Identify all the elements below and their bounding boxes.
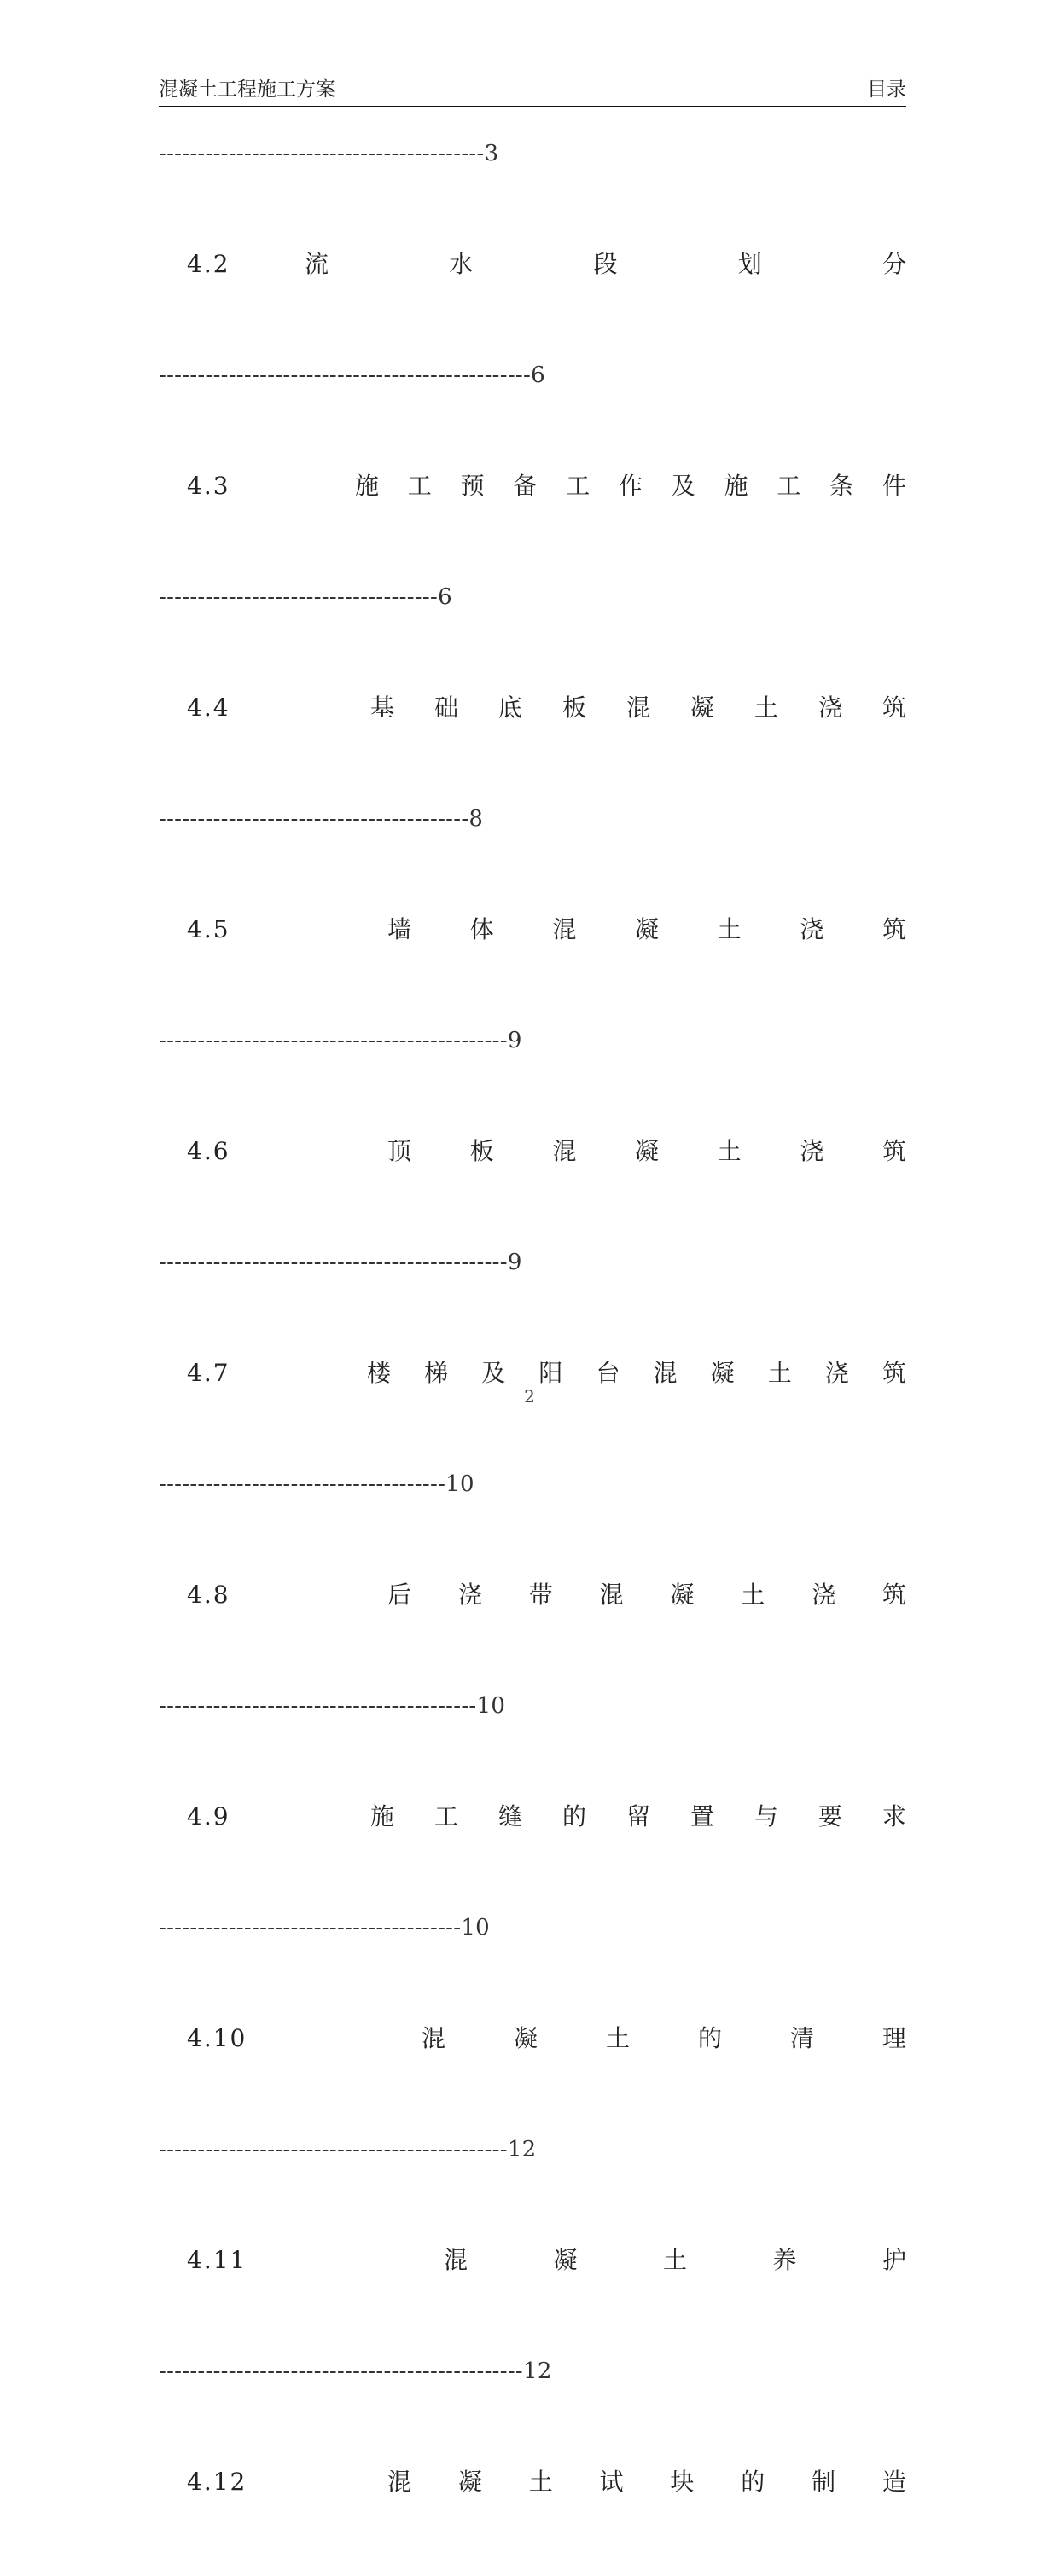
toc-title-char: 作: [618, 472, 643, 500]
toc-page-number: 9: [507, 1250, 522, 1275]
toc-title-char: 土: [662, 2246, 687, 2274]
toc-entry-number: 4.2: [187, 250, 230, 278]
toc-title-char: 筑: [882, 1359, 906, 1387]
page-number: 2: [524, 1386, 535, 1407]
toc-title-char: 施: [355, 472, 380, 500]
toc-title-char: 混: [387, 2468, 412, 2496]
toc-leader-dashes: ------------------------------------------: [159, 141, 485, 166]
toc-title-char: 工: [433, 1802, 458, 1830]
toc-page-number: 12: [523, 2358, 552, 2384]
toc-entry[interactable]: [159, 247, 906, 281]
toc-title-char: 凝: [710, 1359, 735, 1387]
toc-title-char: 混: [422, 2024, 446, 2052]
toc-title-char: 凝: [634, 1137, 659, 1165]
toc-title-char: 浇: [812, 1581, 836, 1609]
toc-title-char: 工: [566, 472, 591, 500]
toc-title-char: 划: [737, 250, 762, 278]
toc-title-char: 浇: [800, 1137, 824, 1165]
toc-entry[interactable]: [159, 469, 906, 503]
toc-title-char: 浇: [800, 915, 824, 943]
toc-title-char: 土: [717, 915, 742, 943]
toc-entry[interactable]: [159, 1578, 906, 1612]
toc-title-char: 后: [387, 1581, 412, 1609]
toc-title-char: 浇: [824, 1359, 849, 1387]
toc-entry-title: [367, 1356, 906, 1390]
toc-entry-number: 4.6: [187, 1137, 230, 1165]
toc-entry-title: [355, 469, 906, 503]
toc-leader-line: [159, 1024, 906, 1058]
toc-title-char: 理: [882, 2024, 906, 2052]
toc-title-char: 筑: [882, 915, 906, 943]
table-of-contents: [159, 136, 906, 2576]
toc-title-char: 凝: [634, 915, 659, 943]
toc-entry-title: [387, 1134, 906, 1169]
toc-title-char: 基: [370, 693, 395, 722]
toc-title-char: 工: [407, 472, 432, 500]
toc-title-char: 体: [469, 915, 494, 943]
toc-leader-line: [159, 1245, 906, 1279]
toc-title-char: 与: [754, 1802, 778, 1830]
toc-title-char: 凝: [670, 1581, 695, 1609]
toc-leader-dashes: ------------------------------------: [159, 584, 439, 610]
toc-title-char: 阳: [538, 1359, 563, 1387]
toc-leader-line: [159, 580, 906, 614]
toc-title-char: 求: [882, 1802, 906, 1830]
toc-title-char: 顶: [387, 1137, 412, 1165]
toc-title-char: 缝: [497, 1802, 522, 1830]
toc-title-char: 的: [562, 1802, 586, 1830]
toc-entry-number: 4.3: [187, 472, 230, 500]
toc-leader-dashes: ---------------------------------------------: [159, 1250, 508, 1275]
toc-leader-dashes: ------------------------------------------------: [159, 363, 532, 388]
toc-leader-line: [159, 1689, 906, 1723]
toc-title-char: 混: [552, 1137, 577, 1165]
toc-page-number: 12: [507, 2137, 537, 2162]
toc-title-char: 浇: [457, 1581, 482, 1609]
toc-entry-number: 4.5: [187, 915, 230, 943]
toc-entry-title: [387, 913, 906, 947]
toc-leader-dashes: -----------------------------------------: [159, 1693, 477, 1719]
toc-title-char: 板: [469, 1137, 494, 1165]
toc-entry-number: 4.8: [187, 1581, 230, 1609]
toc-entry-title: [305, 247, 906, 281]
toc-leader-dashes: ----------------------------------------: [159, 806, 469, 832]
toc-title-char: 施: [370, 1802, 395, 1830]
toc-entry[interactable]: [159, 913, 906, 947]
toc-entry[interactable]: [159, 1134, 906, 1169]
toc-title-char: 凝: [690, 693, 714, 722]
toc-leader-line: [159, 136, 906, 171]
toc-leader-line: [159, 1467, 906, 1501]
toc-title-char: 工: [777, 472, 801, 500]
toc-entry[interactable]: [159, 2243, 906, 2277]
toc-leader-dashes: ---------------------------------------------: [159, 2137, 508, 2162]
toc-entry-title: [387, 2465, 906, 2499]
toc-entry[interactable]: [159, 691, 906, 725]
toc-title-char: 混: [599, 1581, 624, 1609]
toc-entry-number: 4.12: [187, 2468, 247, 2496]
toc-page-number: 9: [507, 1028, 522, 1053]
toc-title-char: 造: [882, 2468, 906, 2496]
toc-title-char: 凝: [553, 2246, 578, 2274]
toc-leader-dashes: -----------------------------------------------: [159, 2358, 524, 2384]
toc-title-char: 要: [818, 1802, 842, 1830]
toc-leader-line: [159, 802, 906, 836]
toc-title-char: 土: [754, 693, 778, 722]
toc-title-char: 及: [481, 1359, 506, 1387]
document-title: 混凝土工程施工方案: [159, 78, 335, 101]
toc-page-number: 6: [438, 584, 452, 610]
toc-title-char: 预: [460, 472, 485, 500]
toc-entry-number: 4.10: [187, 2024, 247, 2052]
toc-page-number: 3: [484, 141, 499, 166]
toc-title-char: 制: [812, 2468, 836, 2496]
toc-entry[interactable]: [159, 1356, 906, 1390]
toc-entry-number: 4.9: [187, 1802, 230, 1830]
toc-title-char: 的: [741, 2468, 765, 2496]
toc-title-char: 浇: [818, 693, 842, 722]
toc-leader-dashes: ---------------------------------------------: [159, 1028, 508, 1053]
toc-title-char: 土: [528, 2468, 553, 2496]
toc-title-char: 板: [562, 693, 586, 722]
toc-title-char: 凝: [513, 2024, 538, 2052]
section-label: 目录: [867, 78, 906, 101]
toc-title-char: 础: [433, 693, 458, 722]
toc-entry[interactable]: [159, 2465, 906, 2499]
toc-title-char: 墙: [387, 915, 412, 943]
toc-title-char: 土: [767, 1359, 792, 1387]
toc-leader-line: [159, 2132, 906, 2167]
toc-title-char: 混: [444, 2246, 468, 2274]
toc-page-number: 10: [461, 1915, 491, 1941]
page-header: [159, 73, 906, 102]
toc-title-char: 筑: [882, 1581, 906, 1609]
toc-title-char: 混: [552, 915, 577, 943]
toc-title-char: 施: [724, 472, 748, 500]
toc-title-char: 试: [599, 2468, 624, 2496]
toc-entry[interactable]: [159, 2022, 906, 2056]
toc-title-char: 分: [882, 250, 906, 278]
toc-title-char: 楼: [367, 1359, 392, 1387]
toc-title-char: 底: [497, 693, 522, 722]
toc-leader-dashes: ---------------------------------------: [159, 1915, 462, 1941]
toc-title-char: 的: [697, 2024, 722, 2052]
toc-entry[interactable]: [159, 1800, 906, 1834]
toc-leader-line: [159, 1911, 906, 1945]
toc-page-number: 10: [476, 1693, 506, 1719]
toc-title-char: 筑: [882, 693, 906, 722]
toc-title-char: 备: [513, 472, 538, 500]
toc-entry-title: [387, 1578, 906, 1612]
header-divider: [159, 106, 906, 107]
toc-title-char: 养: [772, 2246, 797, 2274]
toc-entry-number: 4.11: [187, 2246, 247, 2274]
toc-title-char: 水: [449, 250, 474, 278]
toc-title-char: 土: [717, 1137, 742, 1165]
toc-title-char: 混: [653, 1359, 678, 1387]
toc-title-char: 混: [626, 693, 650, 722]
toc-title-char: 土: [741, 1581, 765, 1609]
toc-page-number: 8: [468, 806, 484, 832]
toc-entry-title: [370, 691, 906, 725]
toc-title-char: 置: [690, 1802, 714, 1830]
toc-title-char: 筑: [882, 1137, 906, 1165]
toc-entry-title: [444, 2243, 906, 2277]
toc-title-char: 块: [670, 2468, 695, 2496]
toc-title-char: 土: [605, 2024, 630, 2052]
toc-entry-title: [370, 1800, 906, 1834]
toc-title-char: 凝: [457, 2468, 482, 2496]
toc-title-char: 梯: [424, 1359, 449, 1387]
toc-title-char: 条: [829, 472, 854, 500]
toc-title-char: 及: [671, 472, 695, 500]
toc-title-char: 件: [882, 472, 906, 500]
toc-title-char: 台: [596, 1359, 620, 1387]
toc-page-number: 10: [445, 1471, 474, 1497]
toc-title-char: 护: [882, 2246, 906, 2274]
toc-title-char: 带: [528, 1581, 553, 1609]
toc-title-char: 清: [789, 2024, 814, 2052]
toc-entry-title: [422, 2022, 906, 2056]
toc-leader-dashes: -------------------------------------: [159, 1471, 446, 1497]
toc-entry-number: 4.7: [187, 1359, 230, 1387]
toc-entry-number: 4.4: [187, 693, 230, 722]
toc-title-char: 流: [305, 250, 329, 278]
toc-page-number: 6: [531, 363, 545, 388]
toc-leader-line: [159, 358, 906, 392]
toc-title-char: 段: [593, 250, 618, 278]
toc-title-char: 留: [626, 1802, 650, 1830]
toc-leader-line: [159, 2354, 906, 2388]
